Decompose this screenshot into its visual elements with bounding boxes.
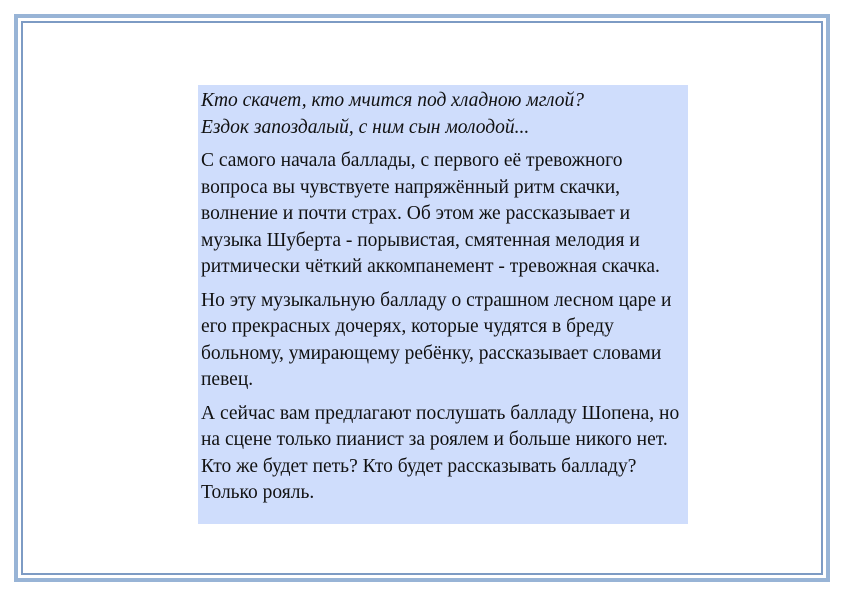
paragraph-singer: Но эту музыкальную балладу о страшном лесном царе и его прекрасных дочерях, которые чудятся в бреду больному, умирающему ребёнку, рассказывает словами певец. bbox=[201, 289, 672, 390]
paragraph-chopin: А сейчас вам предлагают послушать балладу Шопена, но на сцене только пианист за роялем и больше никого нет. Кто же будет петь? Кто будет рассказывать балладу? Только рояль. bbox=[201, 402, 680, 503]
verse-quote bbox=[201, 88, 688, 141]
text-box bbox=[198, 85, 688, 524]
verse-line-1: Кто скачет, кто мчится под хладною мглой? bbox=[201, 90, 585, 111]
verse-line-2: Ездок запоздалый, с ним сын молодой... bbox=[201, 116, 530, 138]
paragraph-schubert: С самого начала баллады, с первого её тревожного вопроса вы чувствуете напряжённый ритм скачки, волнение и почти страх. Об этом же рассказывает и музыка Шуберта - порывистая, смятенная мелодия и ритмически чёткий аккомпанемент - тревожная скачка. bbox=[201, 150, 660, 277]
